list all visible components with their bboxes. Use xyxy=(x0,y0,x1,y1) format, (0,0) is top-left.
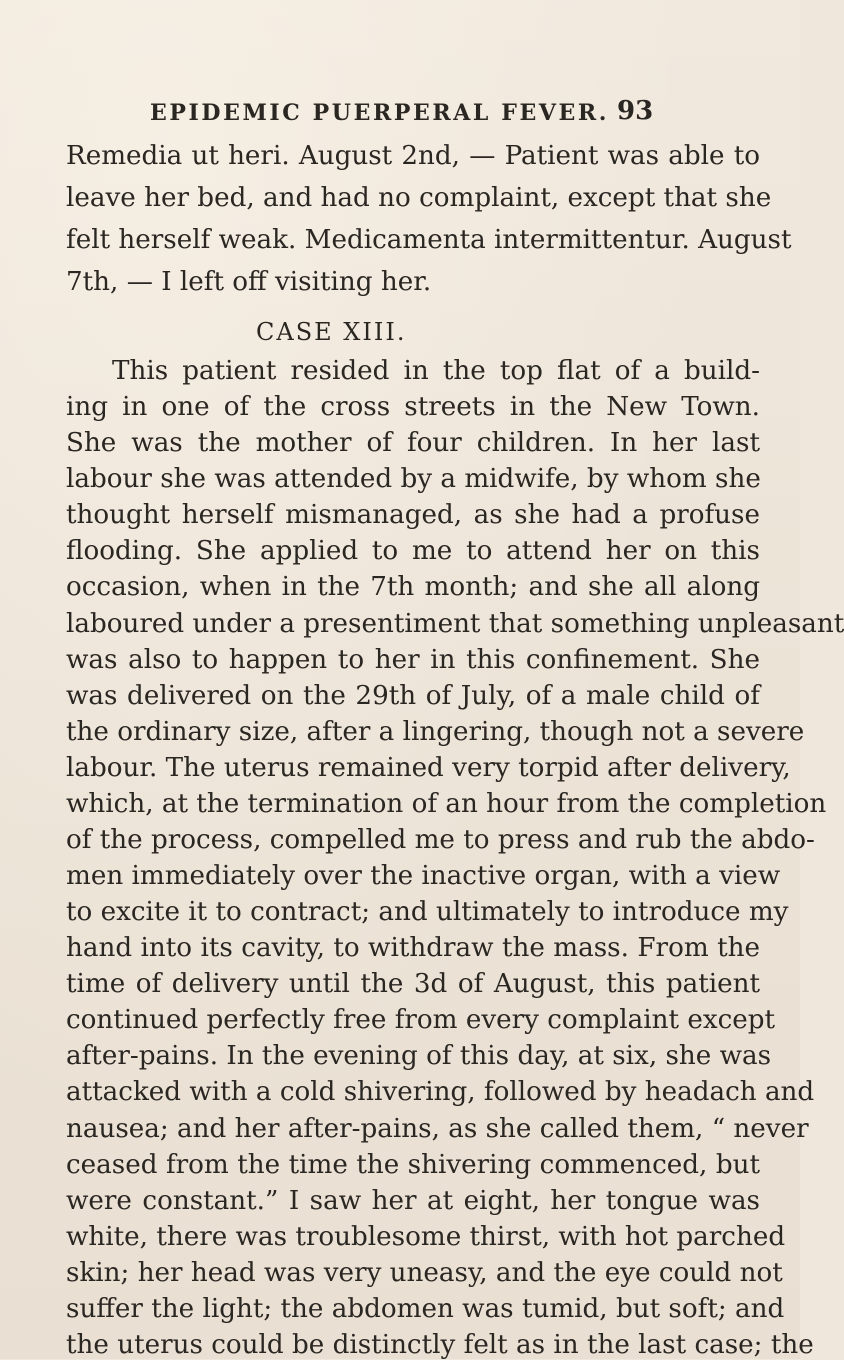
text-line: This patient resided in the top flat of a build- xyxy=(112,356,760,386)
text-line: nausea; and her after-pains, as she called them, “ never xyxy=(66,1114,809,1144)
text-line: continued perfectly free from every complaint except xyxy=(66,1005,776,1035)
text-line: suffer the light; the abdomen was tumid, but soft; and xyxy=(66,1294,785,1324)
text-line: to excite it to contract; and ultimately to introduce my xyxy=(66,897,789,927)
text-line: of the process, compelled me to press and rub the abdo- xyxy=(66,825,815,855)
text-line: time of delivery until the 3d of August, this patient xyxy=(66,969,760,999)
text-line: was delivered on the 29th of July, of a male child of xyxy=(66,681,760,711)
text-line: were constant.” I saw her at eight, her tongue was xyxy=(66,1186,760,1216)
page-number: 93 xyxy=(617,96,654,126)
text-line: after-pains. In the evening of this day, at six, she was xyxy=(66,1041,772,1071)
text-line: ceased from the time the shivering commenced, but xyxy=(66,1150,760,1180)
text-line: ing in one of the cross streets in the New Town. xyxy=(66,392,760,422)
text-line: thought herself mismanaged, as she had a profuse xyxy=(66,500,760,530)
text-line: men immediately over the inactive organ, with a view xyxy=(66,861,781,891)
text-line: laboured under a presentiment that something unpleasant xyxy=(66,609,844,639)
text-line: skin; her head was very uneasy, and the eye could not xyxy=(66,1258,783,1288)
text-line: was also to happen to her in this confinement. She xyxy=(66,645,760,675)
text-line: white, there was troublesome thirst, with hot parched xyxy=(66,1222,786,1252)
text-line: which, at the termination of an hour from the completion xyxy=(66,789,827,819)
text-line: occasion, when in the 7th month; and she all along xyxy=(66,572,760,602)
text-line: 7th, — I left off visiting her. xyxy=(66,267,432,297)
text-line: attacked with a cold shivering, followed by headach and xyxy=(66,1077,815,1107)
running-title: EPIDEMIC PUERPERAL FEVER. xyxy=(150,100,610,126)
text-line: labour. The uterus remained very torpid after delivery, xyxy=(66,753,791,783)
text-line: the uterus could be distinctly felt as in the last case; the xyxy=(66,1330,814,1360)
text-line: hand into its cavity, to withdraw the mass. From the xyxy=(66,933,760,963)
text-line: She was the mother of four children. In her last xyxy=(66,428,760,458)
case-heading: CASE XIII. xyxy=(256,318,407,346)
text-line: leave her bed, and had no complaint, except that she xyxy=(66,183,772,213)
text-line: flooding. She applied to me to attend her on this xyxy=(66,536,760,566)
text-line: labour she was attended by a midwife, by whom she xyxy=(66,464,761,494)
text-line: felt herself weak. Medicamenta intermittentur. August xyxy=(66,225,792,255)
text-line: Remedia ut heri. August 2nd, — Patient was able to xyxy=(66,141,760,171)
text-line: the ordinary size, after a lingering, though not a severe xyxy=(66,717,805,747)
